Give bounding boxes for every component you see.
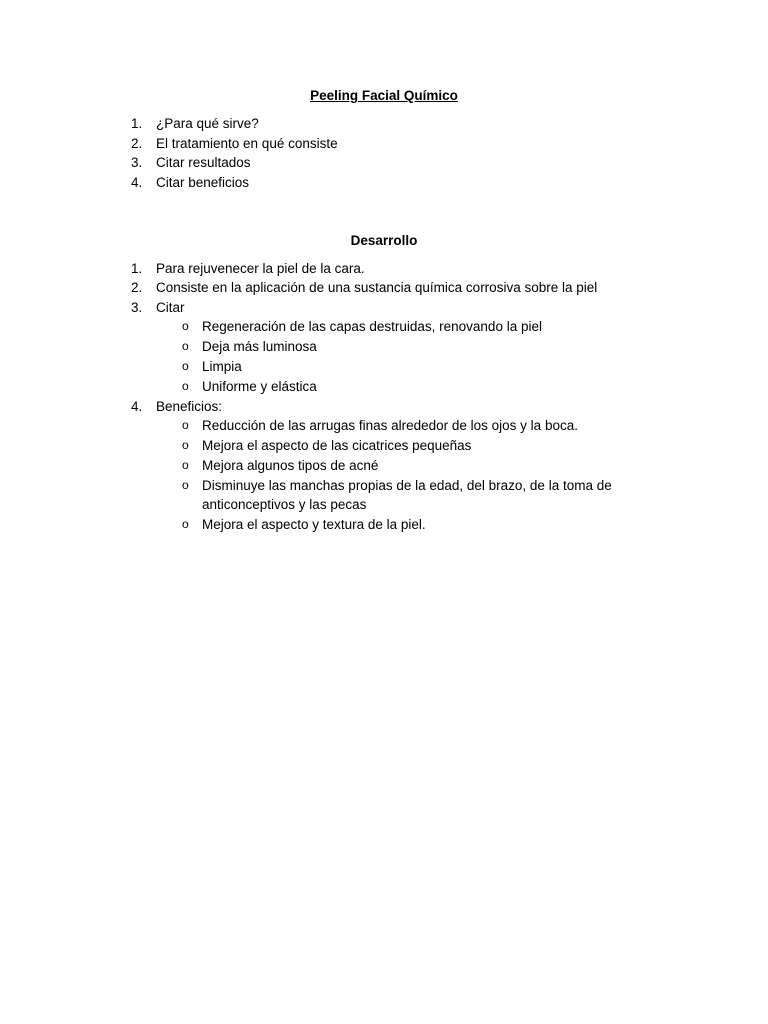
sub-list-text: Disminuye las manchas propias de la edad, del brazo, de la toma de — [202, 478, 612, 493]
sub-list-text: anticonceptivos y las pecas — [202, 497, 367, 512]
document-title: Peeling Facial Químico — [310, 88, 458, 103]
list-number: 2. — [131, 136, 143, 151]
sub-list-text: Limpia — [202, 359, 242, 374]
sub-list-text: Mejora algunos tipos de acné — [202, 458, 379, 473]
list-text: Beneficios: — [156, 399, 223, 414]
bullet-marker: o — [182, 359, 189, 373]
bullet-marker: o — [182, 319, 189, 333]
list-text: Citar beneficios — [156, 175, 250, 190]
section-title: Desarrollo — [350, 233, 418, 248]
bullet-marker: o — [182, 339, 189, 353]
list-text: Citar — [156, 300, 185, 315]
list-number: 1. — [131, 116, 143, 131]
sub-list-text: Deja más luminosa — [202, 339, 317, 354]
sub-list-text: Regeneración de las capas destruidas, renovando la piel — [202, 319, 542, 334]
list-number: 3. — [131, 300, 143, 315]
bullet-marker: o — [182, 478, 189, 492]
list-number: 4. — [131, 399, 143, 414]
list-text: Para rejuvenecer la piel de la cara. — [156, 261, 365, 276]
list-number: 3. — [131, 155, 143, 170]
list-number: 4. — [131, 175, 143, 190]
sub-list-text: Reducción de las arrugas finas alrededor de los ojos y la boca. — [202, 418, 578, 433]
list-number: 2. — [131, 280, 143, 295]
list-text: Consiste en la aplicación de una sustancia química corrosiva sobre la piel — [156, 280, 598, 295]
sub-list-text: Mejora el aspecto de las cicatrices pequeñas — [202, 438, 472, 453]
bullet-marker: o — [182, 438, 189, 452]
list-text: El tratamiento en qué consiste — [156, 136, 338, 151]
bullet-marker: o — [182, 379, 189, 393]
bullet-marker: o — [182, 458, 189, 472]
bullet-marker: o — [182, 418, 189, 432]
sub-list-text: Uniforme y elástica — [202, 379, 317, 394]
sub-list-text: Mejora el aspecto y textura de la piel. — [202, 517, 426, 532]
list-text: Citar resultados — [156, 155, 251, 170]
bullet-marker: o — [182, 517, 189, 531]
list-number: 1. — [131, 261, 143, 276]
list-text: ¿Para qué sirve? — [156, 116, 259, 131]
